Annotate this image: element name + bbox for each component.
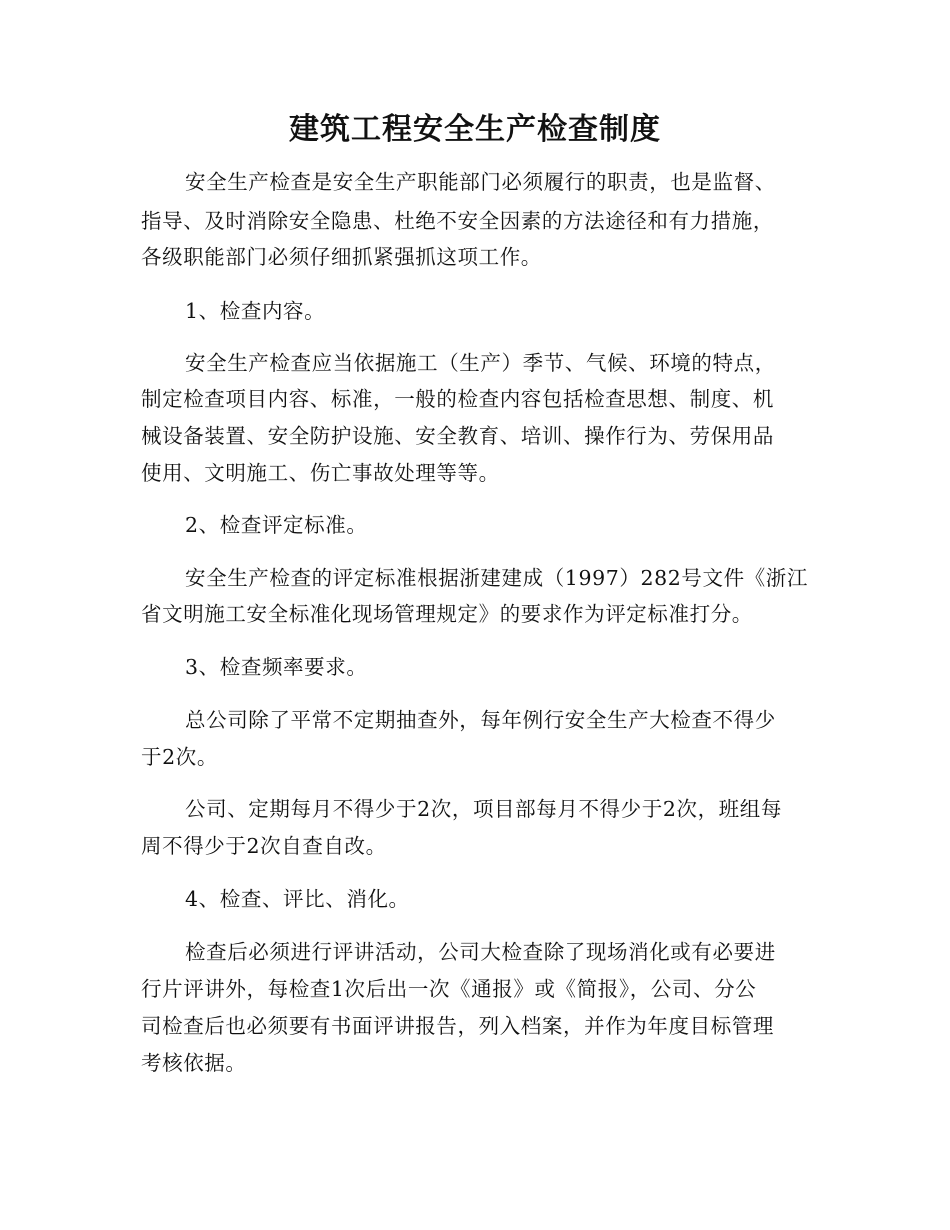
section-1-line-4: 使用、文明施工、伤亡事故处理等等。 (141, 461, 500, 485)
section-3-a-line-1: 总公司除了平常不定期抽查外，每年例行安全生产大检查不得少 (185, 708, 776, 732)
section-4-line-4: 考核依据。 (141, 1051, 247, 1075)
section-2-line-2: 省文明施工安全标准化现场管理规定》的要求作为评定标准打分。 (141, 602, 753, 626)
section-4-line-2: 行片评讲外，每检查1次后出一次《通报》或《简报》，公司、分公 (141, 977, 757, 1001)
section-2-line-1: 安全生产检查的评定标准根据浙建建成（1997）282号文件《浙江 (185, 566, 808, 590)
intro-line-1: 安全生产检查是安全生产职能部门必须履行的职责，也是监督、 (185, 170, 776, 194)
intro-line-2: 指导、及时消除安全隐患、杜绝不安全因素的方法途径和有力措施， (141, 209, 774, 233)
section-2-heading: 2、检查评定标准。 (185, 513, 368, 537)
section-1-line-3: 械设备装置、安全防护设施、安全教育、培训、操作行为、劳保用品 (141, 424, 774, 448)
document-title: 建筑工程安全生产检查制度 (289, 112, 661, 147)
intro-line-3: 各级职能部门必须仔细抓紧强抓这项工作。 (141, 245, 542, 269)
section-1-line-2: 制定检查项目内容、标准，一般的检查内容包括检查思想、制度、机 (141, 387, 774, 411)
section-3-a-line-2: 于2次。 (141, 745, 218, 769)
section-4-line-3: 司检查后也必须要有书面评讲报告，列入档案，并作为年度目标管理 (141, 1014, 774, 1038)
section-3-b-line-2: 周不得少于2次自查自改。 (141, 834, 387, 858)
section-3-b-line-1: 公司、定期每月不得少于2次，项目部每月不得少于2次，班组每 (185, 797, 782, 821)
section-1-line-1: 安全生产检查应当依据施工（生产）季节、气候、环境的特点， (185, 351, 776, 375)
section-4-line-1: 检查后必须进行评讲活动，公司大检查除了现场消化或有必要进 (185, 940, 776, 964)
section-4-heading: 4、检查、评比、消化。 (185, 887, 410, 911)
section-1-heading: 1、检查内容。 (185, 299, 326, 323)
section-3-heading: 3、检查频率要求。 (185, 655, 368, 679)
